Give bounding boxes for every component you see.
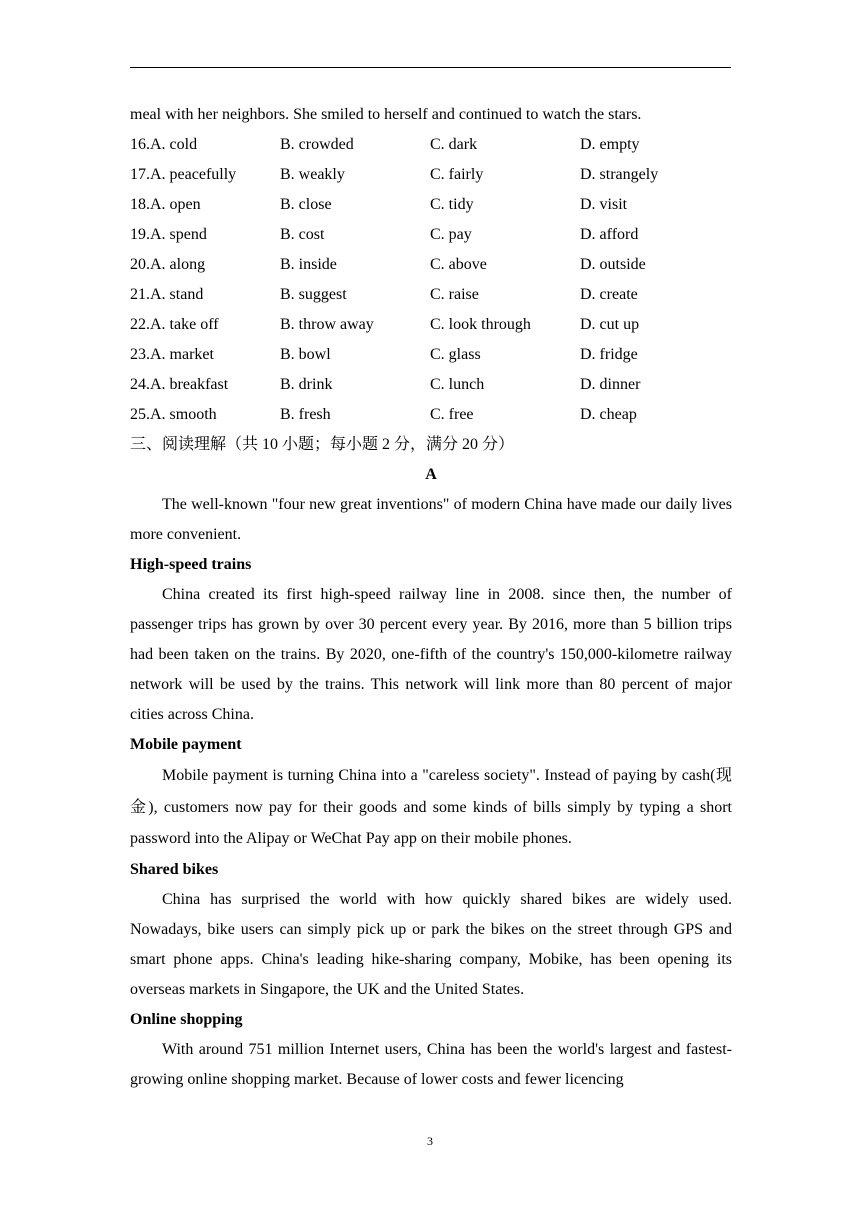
option-a: 20.A. along: [130, 256, 206, 273]
option-a: 22.A. take off: [130, 316, 219, 333]
option-c: C. pay: [430, 226, 472, 243]
passage-continuation: meal with her neighbors. She smiled to herself and continued to watch the stars.: [130, 106, 642, 123]
question-row-24: [130, 370, 732, 400]
option-c: C. lunch: [430, 376, 485, 393]
option-c: C. raise: [430, 286, 479, 303]
option-a: 17.A. peacefully: [130, 166, 237, 183]
option-b: B. suggest: [280, 286, 347, 303]
section-text-online-shopping: With around 751 million Internet users, China has been the world's largest and fastest-growing online shopping market. Because of lower costs and fewer licencing: [130, 1040, 732, 1088]
question-row-22: [130, 310, 732, 340]
option-c: C. free: [430, 406, 474, 423]
option-d: D. afford: [580, 226, 639, 243]
option-a: 23.A. market: [130, 346, 214, 363]
option-a: 24.A. breakfast: [130, 376, 229, 393]
question-row-20: [130, 250, 732, 280]
option-a: 18.A. open: [130, 196, 201, 213]
section-heading-online-shopping: Online shopping: [130, 1010, 243, 1028]
question-options: [130, 130, 732, 430]
question-row-25: [130, 400, 732, 430]
option-b: B. crowded: [280, 136, 354, 153]
section-text-shared-bikes: China has surprised the world with how quickly shared bikes are widely used. Nowadays, bike users can simply pick up or park the bikes on the street through GPS and smart phone apps. China's leading hike-sharing company, Mobike, has been opening its overseas markets in Singapore, the UK and the United States.: [130, 890, 732, 998]
page-number: 3: [427, 1134, 433, 1148]
section-heading-shared-bikes: Shared bikes: [130, 860, 219, 878]
document-page: [130, 100, 732, 1095]
option-b: B. bowl: [280, 346, 331, 363]
option-b: B. fresh: [280, 406, 331, 423]
option-d: D. empty: [580, 136, 640, 153]
option-d: D. outside: [580, 256, 646, 273]
option-c: C. dark: [430, 136, 478, 153]
option-a: 25.A. smooth: [130, 406, 217, 423]
option-c: C. glass: [430, 346, 481, 363]
option-c: C. above: [430, 256, 487, 273]
question-row-17: [130, 160, 732, 190]
section-title: 三、阅读理解（共 10 小题；每小题 2 分，满分 20 分）: [130, 436, 515, 453]
option-b: B. inside: [280, 256, 337, 273]
question-row-19: [130, 220, 732, 250]
section-text-mobile-payment: Mobile payment is turning China into a "careless society". Instead of paying by cash(现金), customers now pay for their goods and some kinds of bills simply by typing a short password into the Alipay or WeChat Pay app on their mobile phones.: [130, 767, 732, 847]
option-b: B. close: [280, 196, 332, 213]
question-row-16: [130, 130, 732, 160]
passage-label: A: [425, 466, 437, 483]
option-d: D. fridge: [580, 346, 638, 363]
intro-paragraph: The well-known "four new great inventions" of modern China have made our daily lives more convenient.: [130, 496, 732, 543]
option-a: 19.A. spend: [130, 226, 207, 243]
option-d: D. create: [580, 286, 638, 303]
header-rule: [130, 67, 731, 68]
option-b: B. cost: [280, 226, 325, 243]
option-d: D. dinner: [580, 376, 641, 393]
question-row-21: [130, 280, 732, 310]
question-row-18: [130, 190, 732, 220]
option-d: D. cheap: [580, 406, 637, 423]
question-row-23: [130, 340, 732, 370]
section-heading-high-speed-trains: High-speed trains: [130, 556, 252, 573]
option-b: B. throw away: [280, 316, 374, 333]
option-d: D. strangely: [580, 166, 659, 183]
option-c: C. fairly: [430, 166, 484, 183]
option-a: 21.A. stand: [130, 286, 204, 303]
option-c: C. tidy: [430, 196, 474, 213]
option-d: D. cut up: [580, 316, 640, 333]
option-a: 16.A. cold: [130, 136, 198, 153]
section-text-high-speed-trains: China created its first high-speed railway line in 2008. since then, the number of passenger trips has grown by over 30 percent every year. By 2016, more than 5 billion trips had been taken on the trains. By 2020, one-fifth of the country's 150,000-kilometre railway network will be used by the trains. This network will link more than 80 percent of major cities across China.: [130, 586, 732, 723]
option-b: B. drink: [280, 376, 333, 393]
option-b: B. weakly: [280, 166, 345, 183]
option-d: D. visit: [580, 196, 628, 213]
option-c: C. look through: [430, 316, 531, 333]
section-heading-mobile-payment: Mobile payment: [130, 736, 242, 753]
